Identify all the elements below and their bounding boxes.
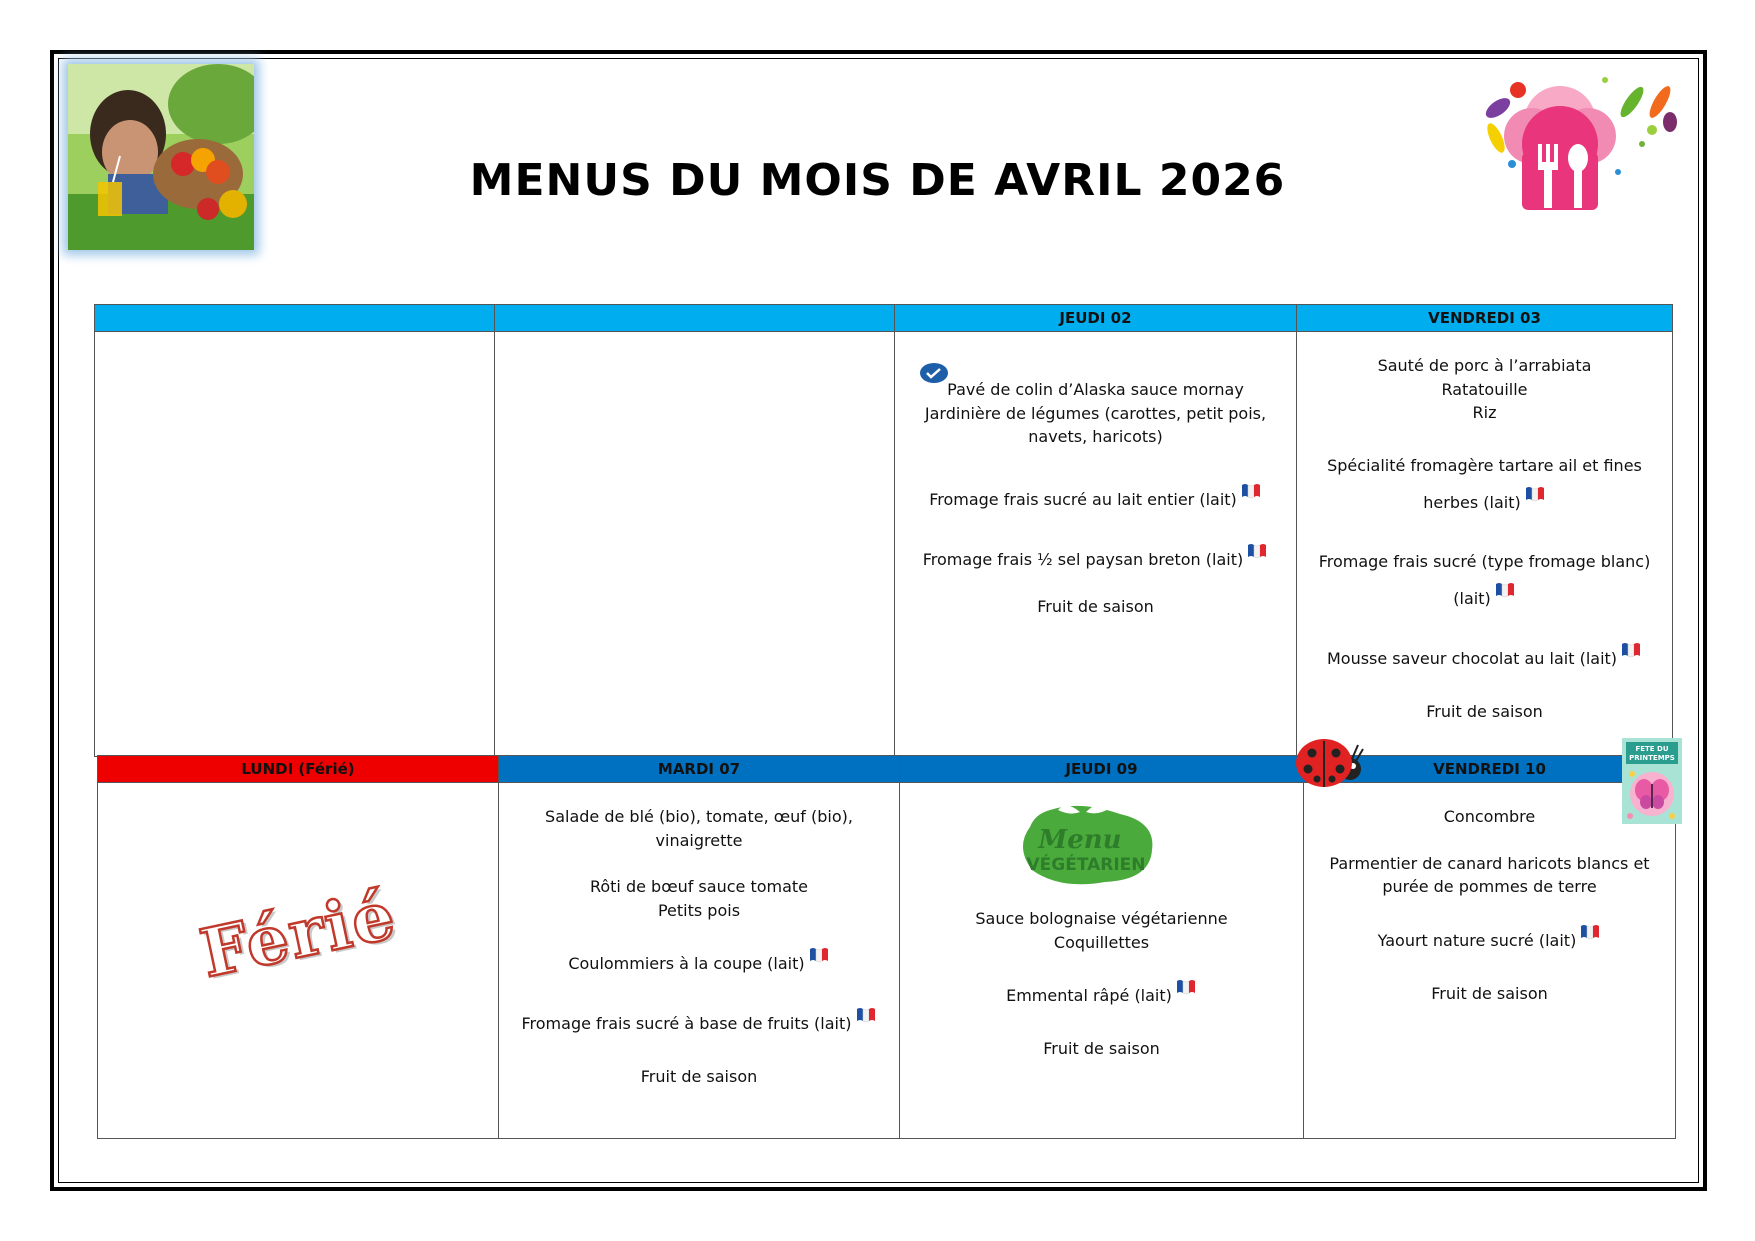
menu-item: Yaourt nature sucré (lait) — [1377, 930, 1577, 950]
veg-badge-line2: VÉGÉTARIEN — [1026, 855, 1146, 875]
menu-item: Jardinière de légumes (carottes, petit pois, navets, haricots) — [924, 403, 1267, 446]
vegetarian-menu-badge — [1010, 792, 1160, 892]
menu-item: Fruit de saison — [640, 1067, 758, 1086]
french-flag-icon — [1620, 640, 1642, 660]
menu-cell-mardi-07 — [499, 783, 900, 1139]
menu-item: Emmental râpé (lait) — [1006, 986, 1172, 1005]
menu-item: Fromage frais sucré à base de fruits (lait) — [521, 1014, 852, 1033]
menu-item: Sauté de porc à l’arrabiata — [1377, 356, 1592, 375]
day-header-vendredi-10: VENDREDI 10 — [1304, 756, 1676, 783]
menu-cell-vendredi-10 — [1304, 783, 1676, 1139]
french-flag-icon — [1494, 580, 1516, 600]
spring-poster-line1: FETE DU — [1635, 745, 1669, 753]
french-flag-icon — [1240, 481, 1262, 501]
page-title: MENUS DU MOIS DE AVRIL 2026 — [469, 155, 1286, 206]
french-flag-icon — [1579, 922, 1601, 942]
menu-item: Spécialité fromagère tartare ail et fines herbes (lait) — [1327, 455, 1642, 512]
menu-cell-vendredi-03 — [1297, 332, 1673, 757]
menu-item: Parmentier de canard haricots blancs et purée de pommes de terre — [1329, 853, 1650, 896]
french-flag-icon — [1524, 484, 1546, 504]
chef-hat-cutlery-logo — [1460, 72, 1680, 232]
ferie-stamp: Férié — [194, 875, 404, 993]
week-1-table — [94, 304, 1673, 757]
day-header-jeudi-09: JEUDI 09 — [900, 756, 1304, 783]
menu-item: Mousse saveur chocolat au lait (lait) — [1326, 648, 1618, 668]
menu-item: Coquillettes — [1053, 932, 1150, 952]
week1-empty-cell — [495, 332, 895, 757]
fete-du-printemps-poster — [1622, 738, 1682, 824]
menu-item: Fromage frais sucré au lait entier (lait) — [929, 489, 1237, 509]
french-flag-icon — [855, 1005, 877, 1025]
french-flag-icon — [1246, 541, 1268, 561]
week1-day-header — [495, 305, 895, 332]
day-header-vendredi-03: VENDREDI 03 — [1297, 305, 1673, 332]
french-flag-icon — [1175, 977, 1197, 997]
menu-item: Riz — [1472, 403, 1497, 422]
menu-item: Fruit de saison — [1037, 596, 1154, 616]
menu-item: Concombre — [1443, 807, 1536, 826]
menu-item: Sauce bolognaise végétarienne — [975, 909, 1228, 928]
menu-item: Pavé de colin d’Alaska sauce mornay — [947, 380, 1244, 399]
week1-day-header — [95, 305, 495, 332]
menu-item: Fruit de saison — [1043, 1039, 1160, 1058]
menu-item: Fromage frais ½ sel paysan breton (lait) — [922, 550, 1244, 569]
week1-empty-cell — [95, 332, 495, 757]
ladybug-icon — [1292, 733, 1364, 795]
day-header-mardi-07: MARDI 07 — [499, 756, 900, 783]
menu-item: Salade de blé (bio), tomate, œuf (bio), vinaigrette — [545, 807, 853, 850]
french-flag-icon — [808, 945, 830, 965]
menu-item: Fromage frais sucré (type fromage blanc) (lait) — [1318, 551, 1651, 608]
menu-item: Rôti de bœuf sauce tomate — [589, 877, 809, 896]
menu-item: Fruit de saison — [1431, 983, 1548, 1003]
veg-badge-line1: Menu — [1038, 825, 1122, 855]
menu-item: Coulommiers à la coupe (lait) — [568, 954, 805, 973]
menu-cell-jeudi-02 — [895, 332, 1297, 757]
menu-item: Petits pois — [657, 900, 741, 920]
day-header-jeudi-02: JEUDI 02 — [895, 305, 1297, 332]
day-header-lundi-ferie: LUNDI (Férié) — [98, 756, 499, 783]
menu-item: Ratatouille — [1441, 379, 1528, 399]
menu-item: Fruit de saison — [1426, 701, 1543, 721]
spring-poster-line2: PRINTEMPS — [1629, 754, 1675, 762]
